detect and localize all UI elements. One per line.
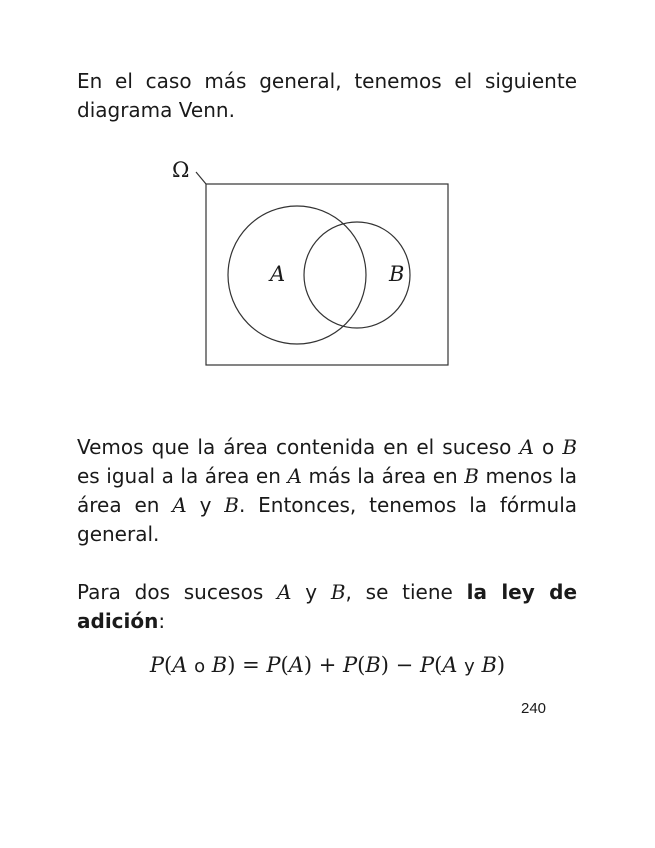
explanation-paragraph: Vemos que la área contenida en el suceso A o B es igual a la área en A más la área en B menos la área en A y B. Entonces, tenemos la fórmula general. bbox=[77, 435, 578, 546]
set-b-label: B bbox=[389, 262, 405, 286]
omega-pointer bbox=[196, 172, 206, 184]
sample-space-rect bbox=[206, 184, 448, 365]
set-a-label: A bbox=[270, 262, 286, 286]
omega-label: Ω bbox=[172, 158, 190, 182]
addition-law-term: la ley de adición bbox=[77, 580, 578, 633]
intro-paragraph: En el caso más general, tenemos el siguiente diagrama Venn. bbox=[77, 69, 577, 122]
law-paragraph: Para dos sucesos A y B, se tiene la ley de adición: bbox=[77, 580, 578, 633]
set-a-circle bbox=[228, 206, 366, 344]
addition-law-formula: P(A o B) = P(A) + P(B) − P(A y B) bbox=[149, 653, 506, 677]
page-number: 240 bbox=[521, 700, 547, 717]
